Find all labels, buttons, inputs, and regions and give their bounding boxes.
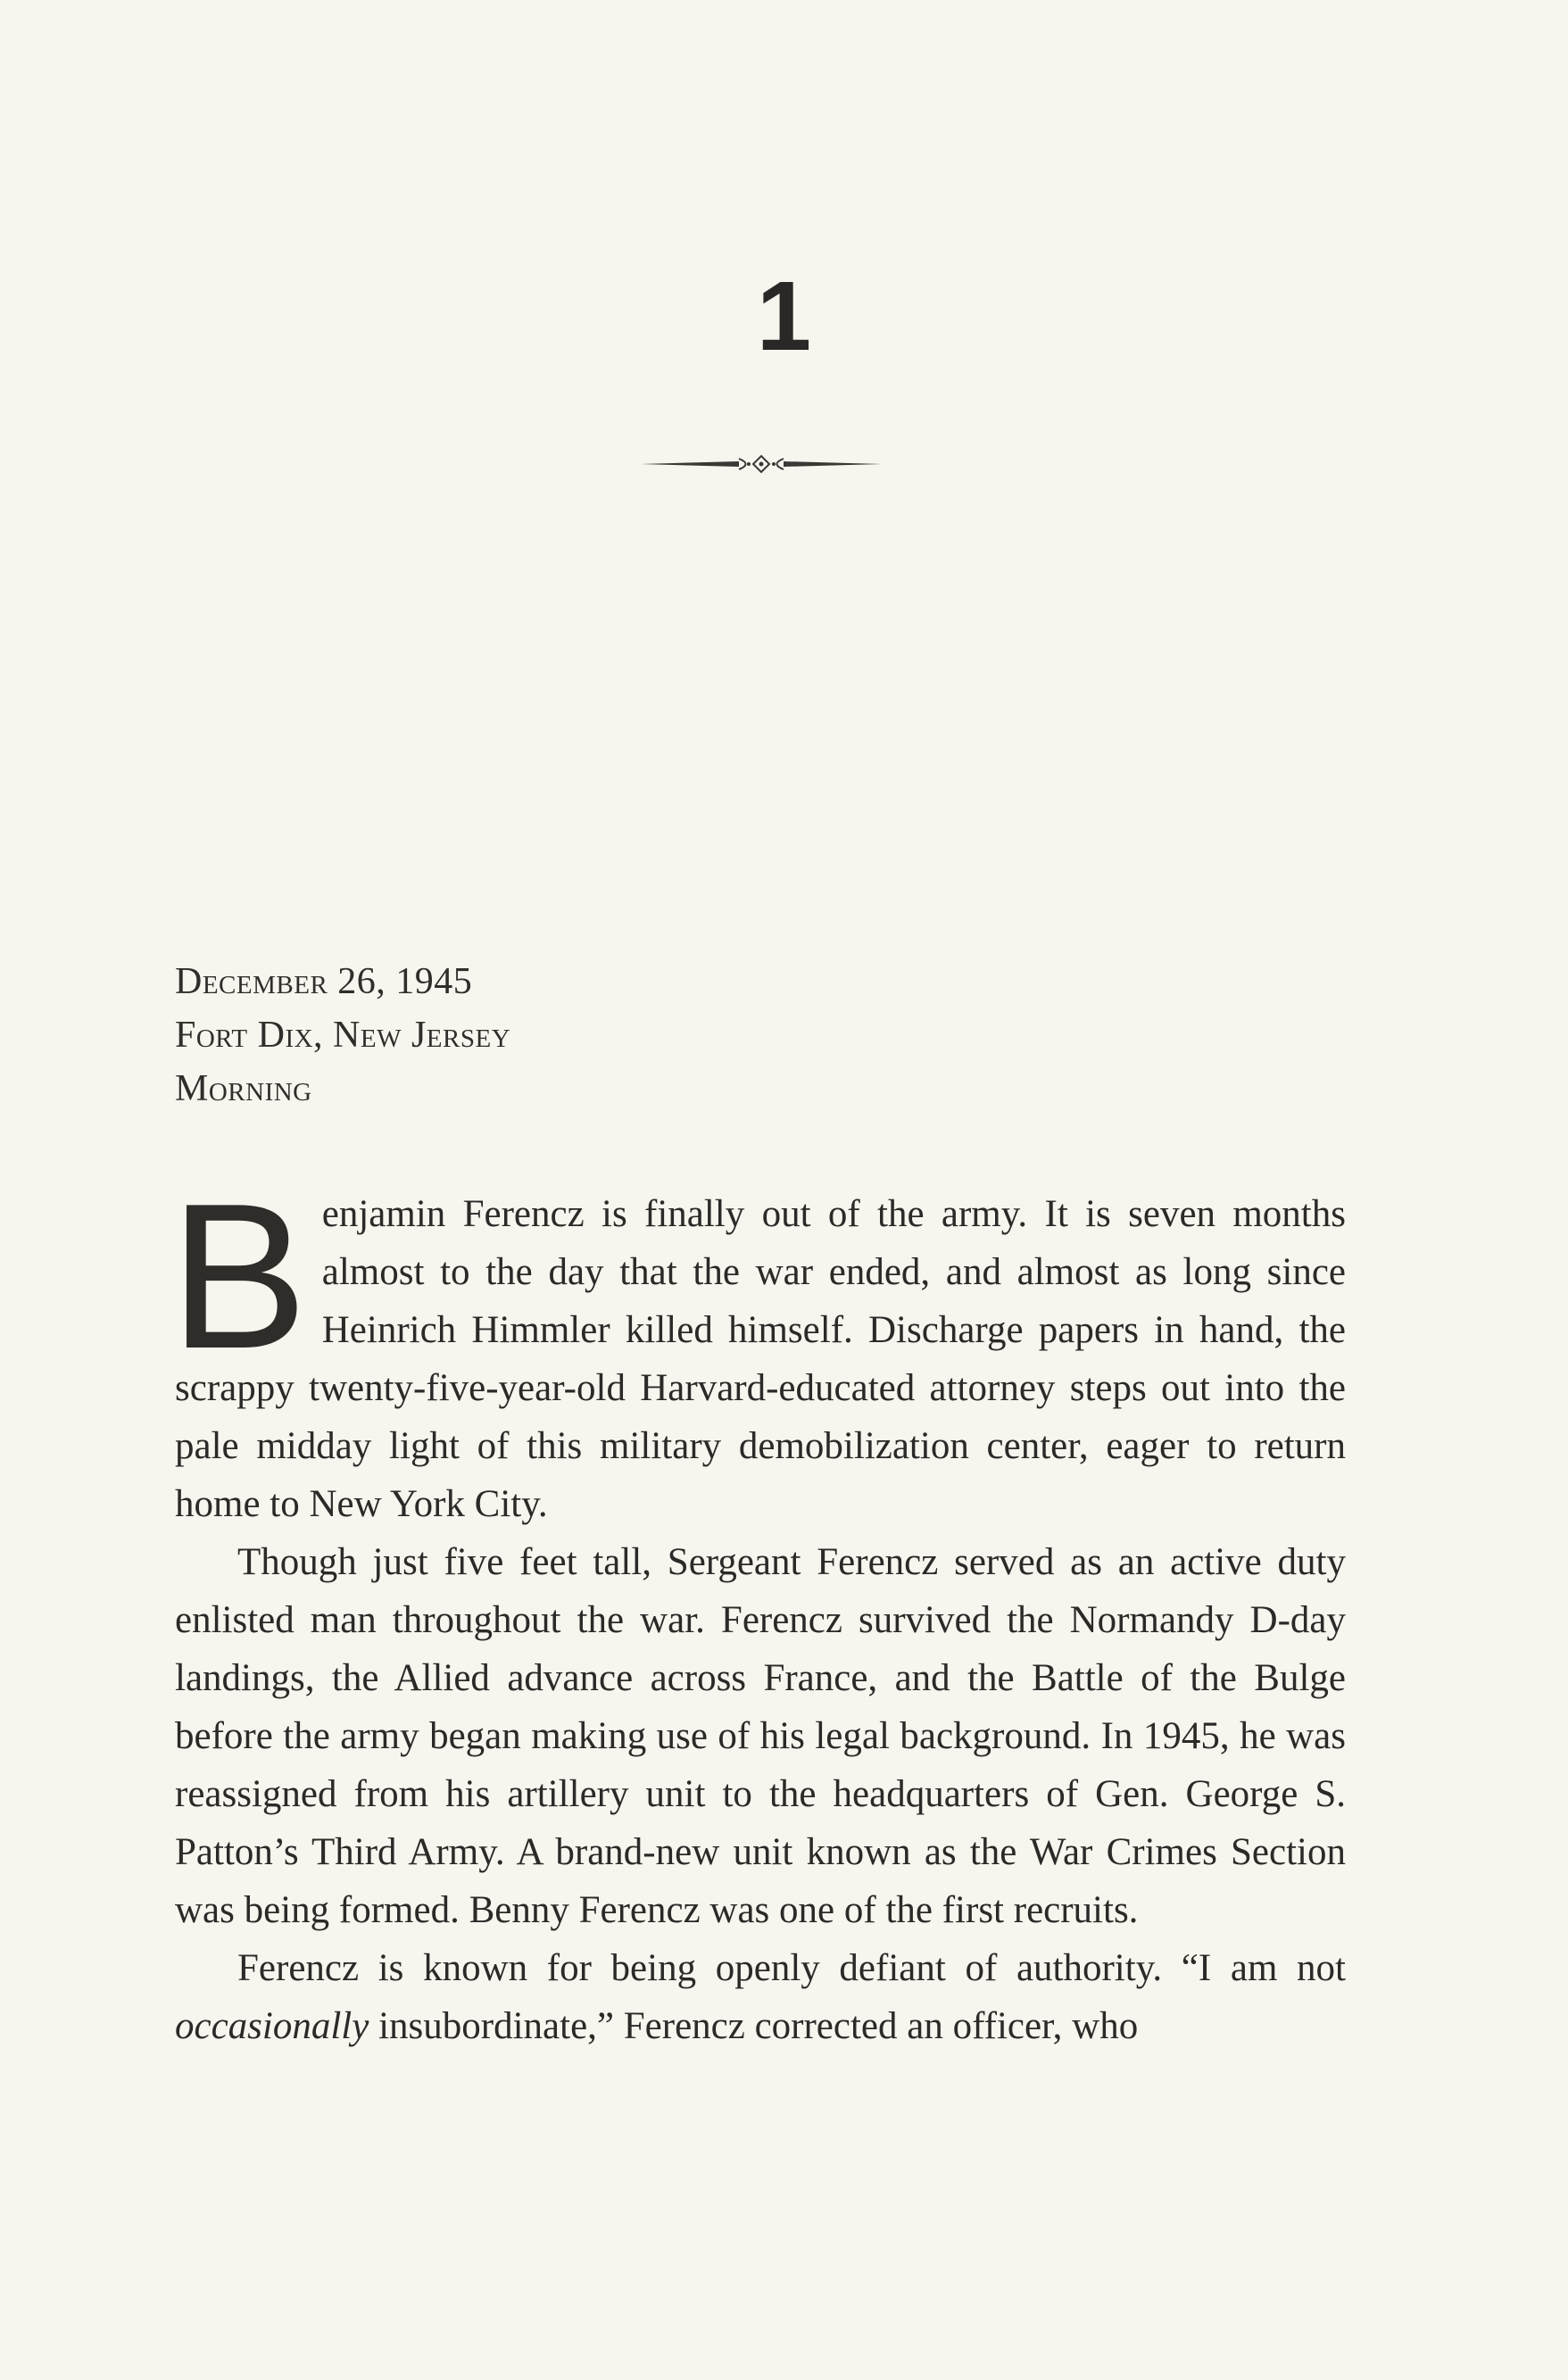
- paragraph-2: [175, 1533, 1346, 1939]
- paragraph-3: [175, 1939, 1346, 2055]
- paragraph-1-text: enjamin Ferencz is finally out of the army. It is seven months almost to the day that the war ended, and almost as long since Heinrich Himmler killed himself. Discharge papers in hand, the scrappy twenty-five-year-old Harvard-educated attorney steps out into the pale midday light of this military demobilization center, eager to return home to New York City.: [175, 1193, 1346, 1525]
- dateline: [175, 955, 1335, 1115]
- dateline-date: December 26, 1945: [175, 961, 473, 1002]
- dateline-place: Fort Dix, New Jersey: [175, 1015, 511, 1056]
- ornament-divider-icon: [641, 446, 882, 482]
- paragraph-3-text-after: insubordinate,” Ferencz corrected an officer, who: [369, 2005, 1139, 2047]
- paragraph-3-emphasis: occasionally: [175, 2005, 369, 2047]
- drop-cap: B: [170, 1161, 308, 1392]
- dateline-time: Morning: [175, 1068, 312, 1109]
- paragraph-2-text: Though just five feet tall, Sergeant Ferencz served as an active duty enlisted man throughout the war. Ferencz survived the Normandy D-day landings, the Allied advance across France, and the Battle of the Bulge before the army began making use of his legal background. In 1945, he was reassigned from his artillery unit to the headquarters of Gen. George S. Patton’s Third Army. A brand-new unit known as the War Crimes Section was being formed. Benny Ferencz was one of the first recruits.: [175, 1541, 1346, 1931]
- chapter-number: 1: [756, 261, 812, 371]
- paragraph-3-text-before: Ferencz is known for being openly defiant of authority. “I am not: [237, 1947, 1346, 1989]
- paragraph-1: [170, 1161, 1346, 1533]
- chapter-body: [170, 1161, 1346, 2055]
